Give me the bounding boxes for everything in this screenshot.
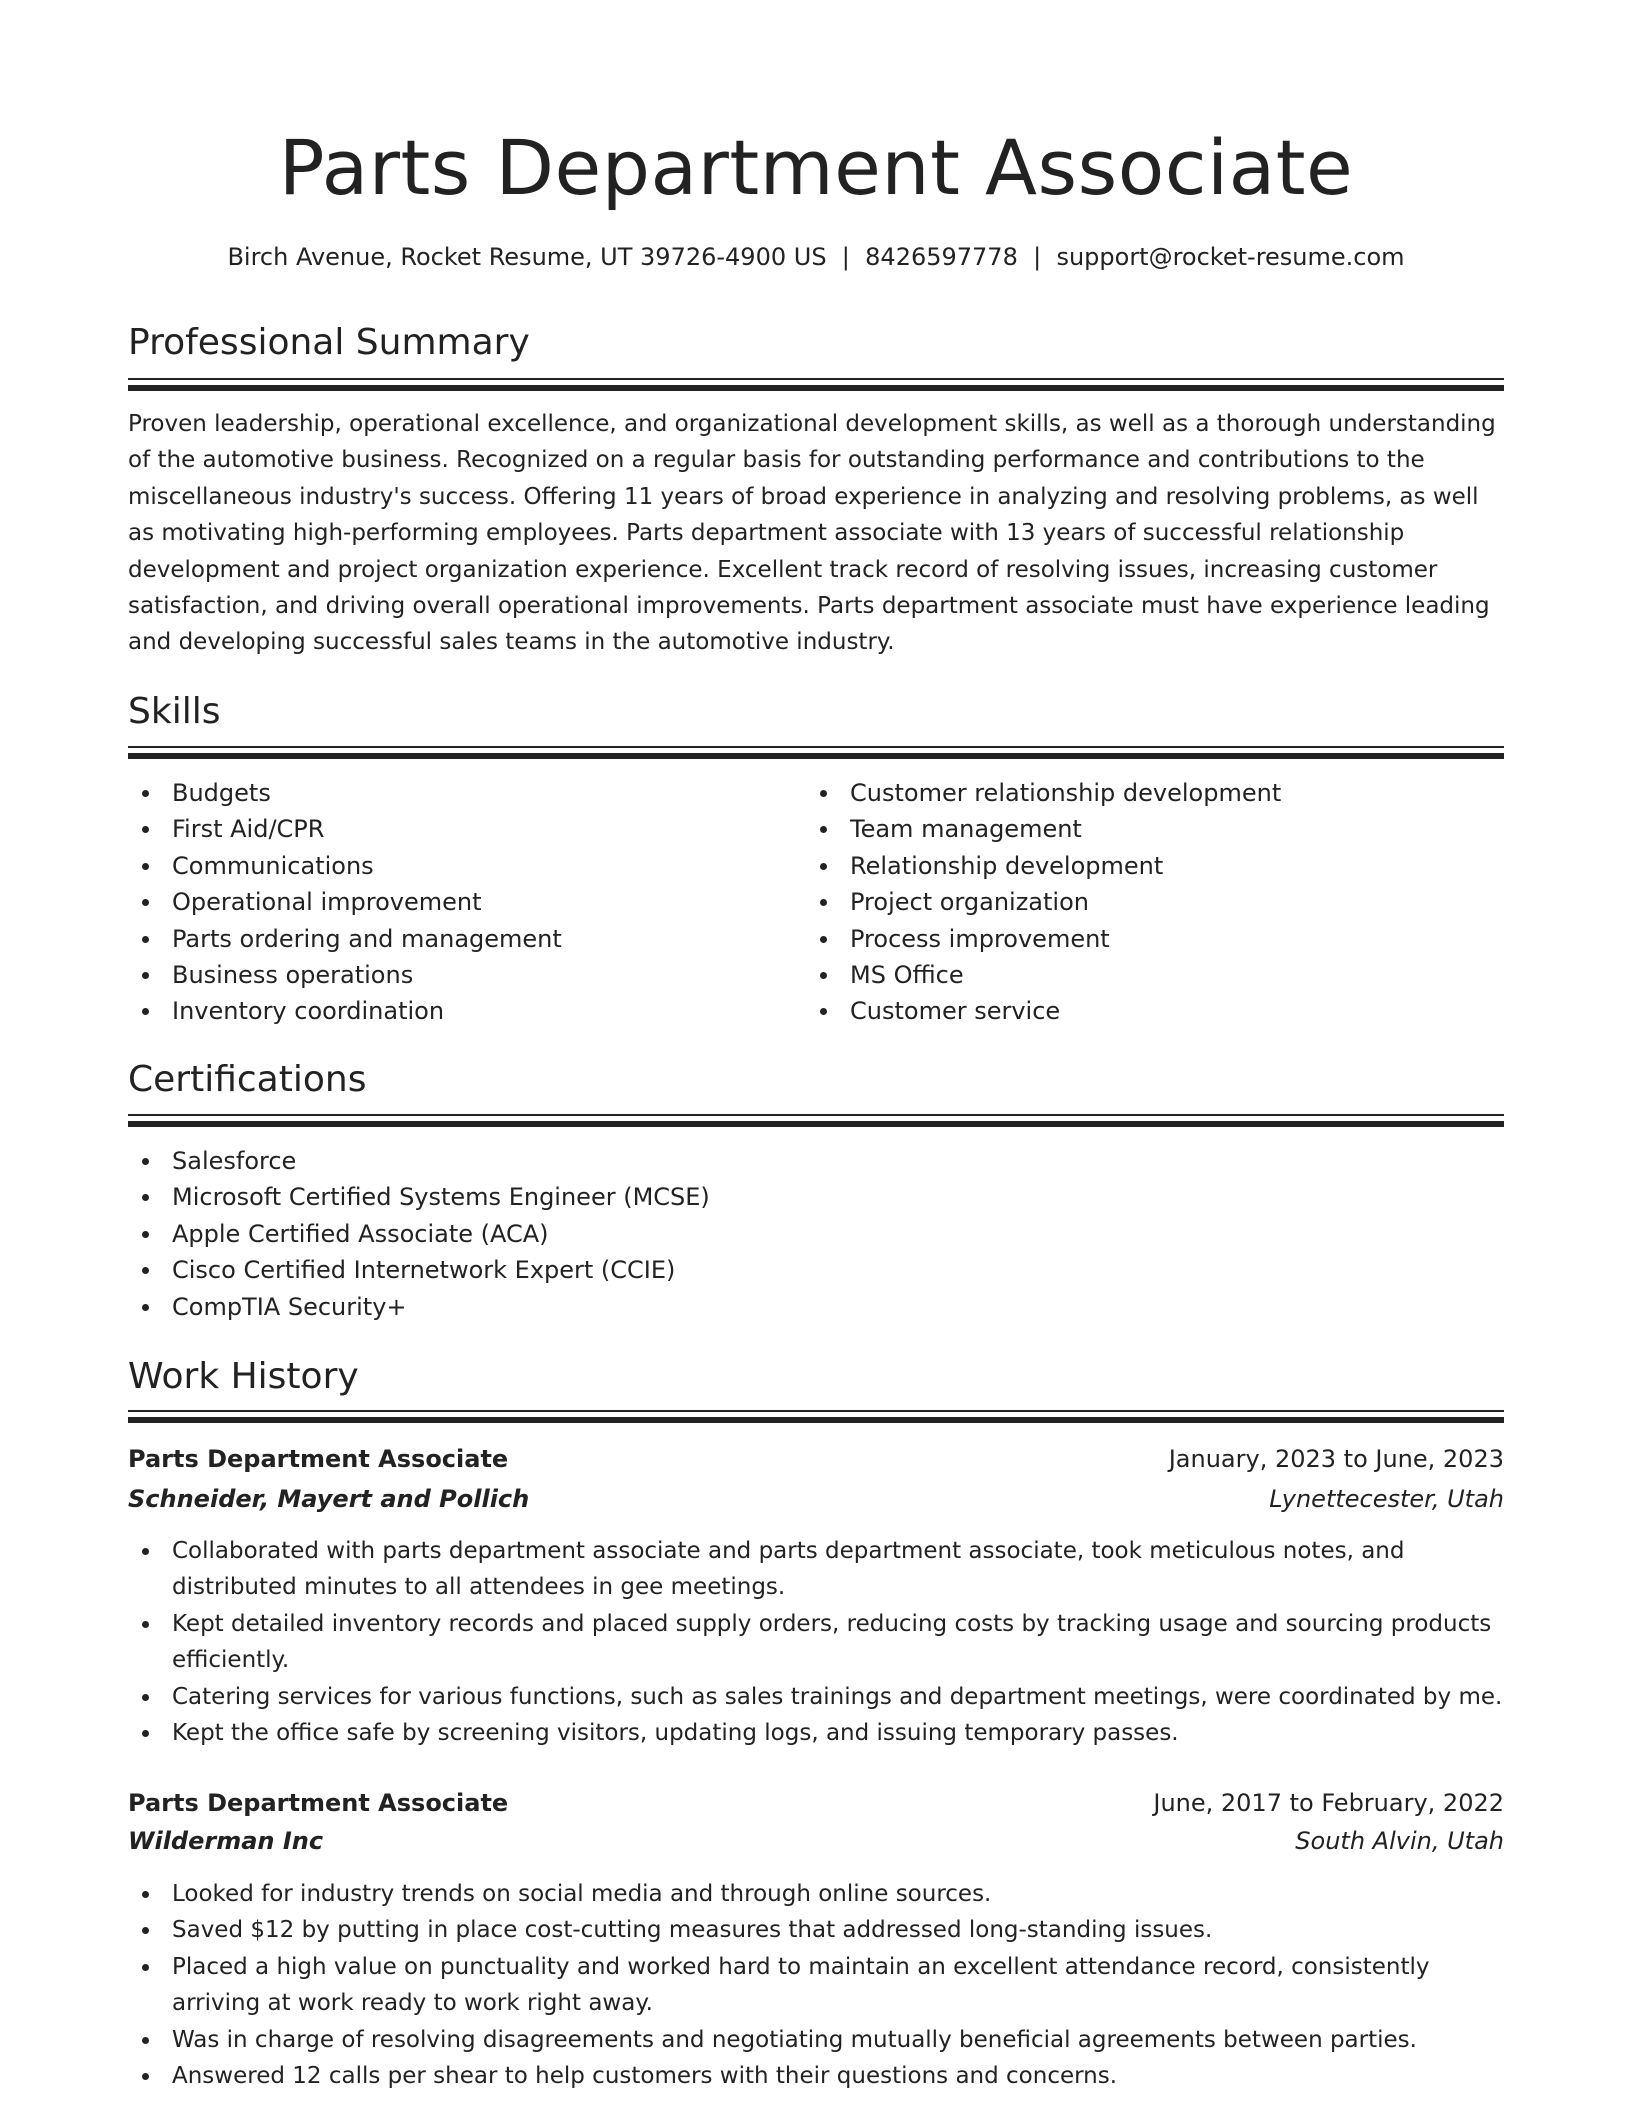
- skill-item: Process improvement: [806, 921, 1504, 957]
- skill-item: Business operations: [128, 957, 788, 993]
- certification-item: Apple Certified Associate (ACA): [128, 1216, 1504, 1252]
- skill-item: Budgets: [128, 775, 788, 811]
- skill-item: Customer relationship development: [806, 775, 1504, 811]
- duty-item: Was in charge of resolving disagreements and negotiating mutually beneficial agreements between parties.: [128, 2022, 1504, 2058]
- skill-item: Parts ordering and management: [128, 921, 788, 957]
- job-company-row: [128, 1821, 1504, 1861]
- duty-item: Placed a high value on punctuality and worked hard to maintain an excellent attendance record, consistently arriving at work ready to work right away.: [128, 1949, 1504, 2022]
- skill-item: Project organization: [806, 884, 1504, 920]
- section-title-certifications: Certifications: [128, 1059, 367, 1100]
- duty-item: Saved $12 by putting in place cost-cutting measures that addressed long-standing issues.: [128, 1912, 1504, 1948]
- job-location: South Alvin, Utah: [1295, 1827, 1504, 1855]
- section-divider: [128, 1114, 1504, 1130]
- duty-item: Collaborated with parts department associate and parts department associate, took meticulous notes, and distributed minutes to all attendees in gee meetings.: [128, 1533, 1504, 1606]
- job-dates: June, 2017 to February, 2022: [1153, 1789, 1504, 1817]
- duty-item: Looked for industry trends on social media and through online sources.: [128, 1876, 1504, 1912]
- certifications-list: [128, 1143, 1504, 1325]
- job-header-row: [128, 1439, 1504, 1479]
- certification-item: CompTIA Security+: [128, 1289, 1504, 1325]
- skills-list-left: [128, 775, 788, 1030]
- contact-line: Birch Avenue, Rocket Resume, UT 39726-4900 US | 8426597778 | support@rocket-resume.com: [227, 243, 1405, 271]
- job-title: Parts Department Associate: [128, 1445, 509, 1473]
- job-title: Parts Department Associate: [128, 1789, 509, 1817]
- duty-item: Catering services for various functions, such as sales trainings and department meetings, were coordinated by me.: [128, 1679, 1504, 1715]
- skill-item: First Aid/CPR: [128, 811, 788, 847]
- section-title-skills: Skills: [128, 691, 221, 732]
- section-title-summary: Professional Summary: [128, 322, 530, 363]
- skill-item: Customer service: [806, 993, 1504, 1029]
- duty-item: Kept the office safe by screening visitors, updating logs, and issuing temporary passes.: [128, 1715, 1504, 1751]
- job-company: Wilderman Inc: [128, 1827, 324, 1855]
- skill-item: Inventory coordination: [128, 993, 788, 1029]
- section-divider: [128, 1410, 1504, 1426]
- skill-item: Communications: [128, 848, 788, 884]
- skill-item: Relationship development: [806, 848, 1504, 884]
- section-title-work-history: Work History: [128, 1356, 359, 1397]
- certification-item: Salesforce: [128, 1143, 1504, 1179]
- duty-item: Kept detailed inventory records and placed supply orders, reducing costs by tracking usage and sourcing products efficiently.: [128, 1606, 1504, 1679]
- summary-text: Proven leadership, operational excellence, and organizational development skills, as well as a thorough understanding of the automotive business. Recognized on a regular basis for outstanding performance and contributions to the miscellaneous industry's success. Offering 11 years of broad experience in analyzing and resolving problems, as well as motivating high-performing employees. Parts department associate with 13 years of successful relationship development and project organization experience. Excellent track record of resolving issues, increasing customer satisfaction, and driving overall operational improvements. Parts department associate must have experience leading and developing successful sales teams in the automotive industry.: [128, 411, 1496, 656]
- skill-item: MS Office: [806, 957, 1504, 993]
- job-duties-list: [128, 1876, 1504, 2094]
- certification-item: Microsoft Certified Systems Engineer (MCSE): [128, 1179, 1504, 1215]
- certification-item: Cisco Certified Internetwork Expert (CCIE): [128, 1252, 1504, 1288]
- skills-list-right: [806, 775, 1504, 1030]
- section-divider: [128, 378, 1504, 394]
- job-header-row: [128, 1783, 1504, 1823]
- job-dates: January, 2023 to June, 2023: [1168, 1445, 1504, 1473]
- resume-name: Parts Department Associate: [278, 123, 1354, 212]
- job-company: Schneider, Mayert and Pollich: [128, 1485, 530, 1513]
- skill-item: Operational improvement: [128, 884, 788, 920]
- duty-item: Answered 12 calls per shear to help customers with their questions and concerns.: [128, 2058, 1504, 2094]
- skill-item: Team management: [806, 811, 1504, 847]
- job-duties-list: [128, 1533, 1504, 1751]
- job-company-row: [128, 1479, 1504, 1519]
- section-divider: [128, 746, 1504, 762]
- job-location: Lynettecester, Utah: [1269, 1485, 1504, 1513]
